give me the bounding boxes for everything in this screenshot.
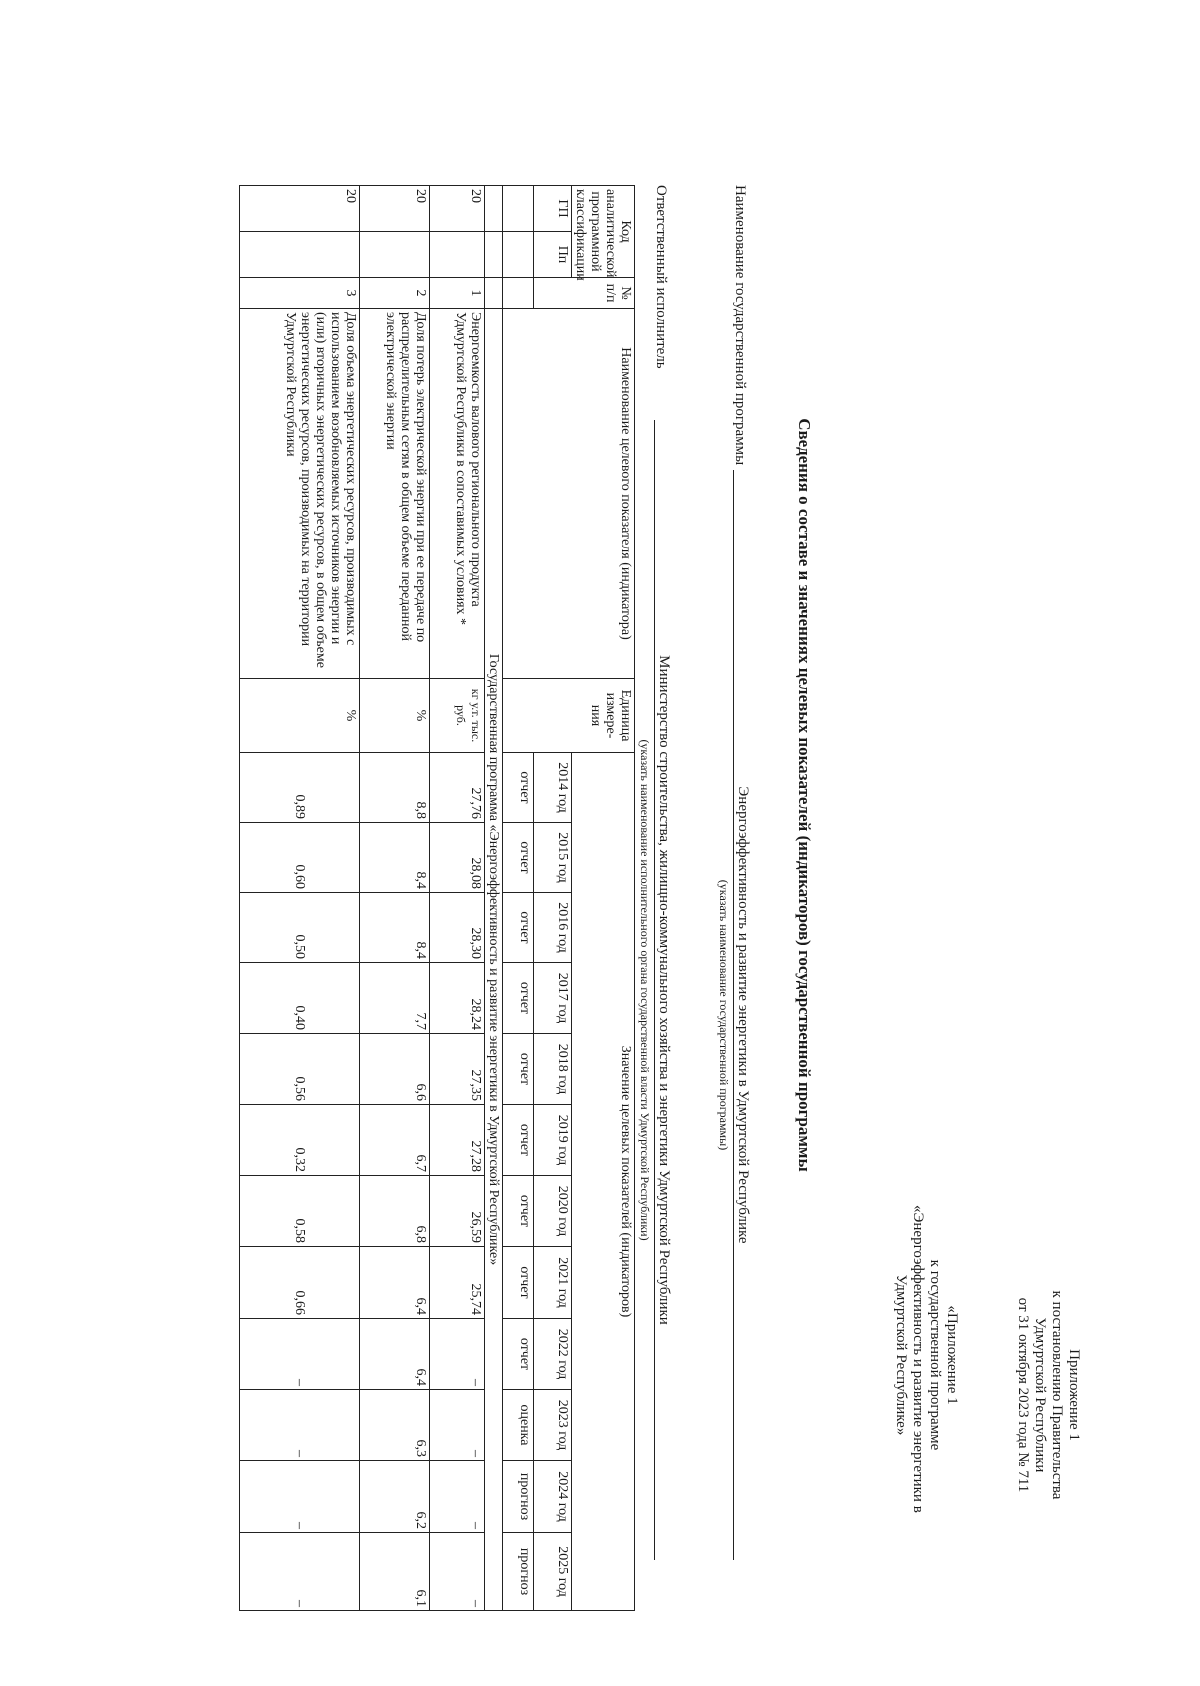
- values-group-header: Значение целевых показателей (индикаторов): [572, 753, 635, 1611]
- value-cell: 0,89: [240, 753, 360, 823]
- value-cell: 8,4: [360, 823, 430, 893]
- year-header: 2020 год: [534, 1176, 572, 1247]
- pp-cell: [430, 232, 485, 278]
- appendix-header: [1014, 1255, 1082, 1535]
- year-header: 2024 год: [534, 1461, 572, 1533]
- year-header: 2023 год: [534, 1390, 572, 1461]
- number-cell: 1: [430, 278, 485, 309]
- empty-cell: [485, 232, 503, 278]
- program-appendix-line-1: «Приложение 1: [944, 1305, 960, 1405]
- value-cell: –: [240, 1533, 360, 1611]
- number-cell: 3: [240, 278, 360, 309]
- table-header-row-1: [572, 186, 635, 1611]
- empty-cell: [485, 278, 503, 309]
- value-cell: 7,7: [360, 963, 430, 1034]
- value-cell: 26,59: [430, 1176, 485, 1247]
- value-cell: –: [430, 1390, 485, 1461]
- year-header: 2021 год: [534, 1247, 572, 1319]
- gp-cell: 20: [240, 186, 360, 232]
- table-row: [430, 186, 485, 1611]
- value-cell: 27,35: [430, 1034, 485, 1105]
- indicator-name-header: Наименование целевого показателя (индикатора): [503, 309, 635, 679]
- year-header: 2015 год: [534, 823, 572, 893]
- value-cell: 6,7: [360, 1105, 430, 1176]
- value-cell: 0,66: [240, 1247, 360, 1319]
- page-title: Сведения о составе и значениях целевых показателей (индикаторов) государственной программы: [795, 418, 814, 1172]
- executor-label: Ответственный исполнитель: [653, 185, 669, 369]
- indicator-name-cell: Доля объема энергетических ресурсов, производимых с использованием возобновляемых источников энергии и (или) вторичных энергетических ресурсов, в общем объеме энергетических ресурсов, производимых на территории Удмуртской Республики: [240, 309, 360, 679]
- status-header: оценка: [503, 1390, 534, 1461]
- status-header: отчет: [503, 1319, 534, 1390]
- program-appendix-line-4: Удмуртской Республике»: [893, 1274, 909, 1436]
- unit-cell: кг у.т. тыс. руб.: [430, 679, 485, 753]
- unit-cell: %: [240, 679, 360, 753]
- gp-header: ГП: [534, 186, 572, 232]
- program-appendix-line-2: к государственной программе: [927, 1259, 943, 1451]
- value-cell: 0,60: [240, 823, 360, 893]
- year-header: 2025 год: [534, 1533, 572, 1611]
- program-name-value: Энергоэффективность и развитие энергетики в Удмуртской Республике: [733, 470, 752, 1560]
- value-cell: 0,40: [240, 963, 360, 1034]
- gp-cell: 20: [360, 186, 430, 232]
- section-title: Государственная программа «Энергоэффективность и развитие энергетики в Удмуртской Республике»: [485, 309, 503, 1611]
- appendix-line-1: Приложение 1: [1066, 1349, 1082, 1441]
- table-row: [360, 186, 430, 1611]
- status-header: прогноз: [503, 1533, 534, 1611]
- year-header: 2016 год: [534, 893, 572, 963]
- value-cell: 0,58: [240, 1176, 360, 1247]
- status-header: отчет: [503, 1176, 534, 1247]
- value-cell: –: [430, 1319, 485, 1390]
- value-cell: 6,3: [360, 1390, 430, 1461]
- program-appendix-line-3: «Энергоэффективность и развитие энергетики в: [910, 1205, 926, 1513]
- unit-header: Единица измере-ния: [503, 679, 635, 753]
- status-header: отчет: [503, 963, 534, 1034]
- value-cell: 27,76: [430, 753, 485, 823]
- value-cell: –: [240, 1390, 360, 1461]
- value-cell: 0,56: [240, 1034, 360, 1105]
- appendix-line-3: Удмуртской Республики: [1032, 1317, 1048, 1473]
- value-cell: –: [240, 1461, 360, 1533]
- gp-cell: 20: [430, 186, 485, 232]
- empty-cell: [485, 186, 503, 232]
- value-cell: 6,6: [360, 1034, 430, 1105]
- value-cell: 28,30: [430, 893, 485, 963]
- status-header: прогноз: [503, 1461, 534, 1533]
- program-appendix-header: [892, 1205, 960, 1513]
- value-cell: 8,8: [360, 753, 430, 823]
- status-header: отчет: [503, 823, 534, 893]
- executor-value: Министерство строительства, жилищно-коммунального хозяйства и энергетики Удмуртской Республики: [654, 420, 673, 1560]
- indicators-table: [239, 185, 635, 1611]
- value-cell: 6,8: [360, 1176, 430, 1247]
- status-header: отчет: [503, 1105, 534, 1176]
- value-cell: –: [240, 1319, 360, 1390]
- program-name-label: Наименование государственной программы: [732, 185, 748, 466]
- value-cell: 0,32: [240, 1105, 360, 1176]
- pp-header: Пп: [534, 232, 572, 278]
- empty-cell: [503, 186, 534, 232]
- number-cell: 2: [360, 278, 430, 309]
- value-cell: 28,24: [430, 963, 485, 1034]
- status-header: отчет: [503, 1034, 534, 1105]
- value-cell: 28,08: [430, 823, 485, 893]
- indicator-name-cell: Доля потерь электрической энергии при ее передаче по распределительным сетям в общем объеме переданной электрической энергии: [360, 309, 430, 679]
- pp-cell: [360, 232, 430, 278]
- year-header: 2014 год: [534, 753, 572, 823]
- year-header: 2017 год: [534, 963, 572, 1034]
- program-name-note: (указать наименование государственной программы): [717, 879, 731, 1151]
- empty-cell: [503, 278, 534, 309]
- value-cell: 6,1: [360, 1533, 430, 1611]
- pp-cell: [240, 232, 360, 278]
- status-header: отчет: [503, 1247, 534, 1319]
- value-cell: –: [430, 1533, 485, 1611]
- value-cell: 8,4: [360, 893, 430, 963]
- value-cell: 0,50: [240, 893, 360, 963]
- appendix-line-4: от 31 октября 2023 года № 711: [1015, 1297, 1031, 1493]
- indicator-name-cell: Энергоемкость валового регионального продукта Удмуртской Республики в сопоставимых условиях *: [430, 309, 485, 679]
- number-header: № п/п: [534, 278, 635, 309]
- value-cell: –: [430, 1461, 485, 1533]
- appendix-line-2: к постановлению Правительства: [1049, 1290, 1065, 1500]
- value-cell: 25,74: [430, 1247, 485, 1319]
- value-cell: 6,2: [360, 1461, 430, 1533]
- year-header: 2022 год: [534, 1319, 572, 1390]
- executor-note: (указать наименование исполнительного органа государственной власти Удмуртской Республики): [638, 739, 652, 1241]
- value-cell: 6,4: [360, 1247, 430, 1319]
- table-row: [240, 186, 360, 1611]
- empty-cell: [503, 232, 534, 278]
- code-group-header: Код аналитической программной классификации: [572, 186, 635, 278]
- value-cell: 27,28: [430, 1105, 485, 1176]
- value-cell: 6,4: [360, 1319, 430, 1390]
- year-header: 2018 год: [534, 1034, 572, 1105]
- section-row: [485, 186, 503, 1611]
- status-header: отчет: [503, 893, 534, 963]
- status-header: отчет: [503, 753, 534, 823]
- unit-cell: %: [360, 679, 430, 753]
- year-header: 2019 год: [534, 1105, 572, 1176]
